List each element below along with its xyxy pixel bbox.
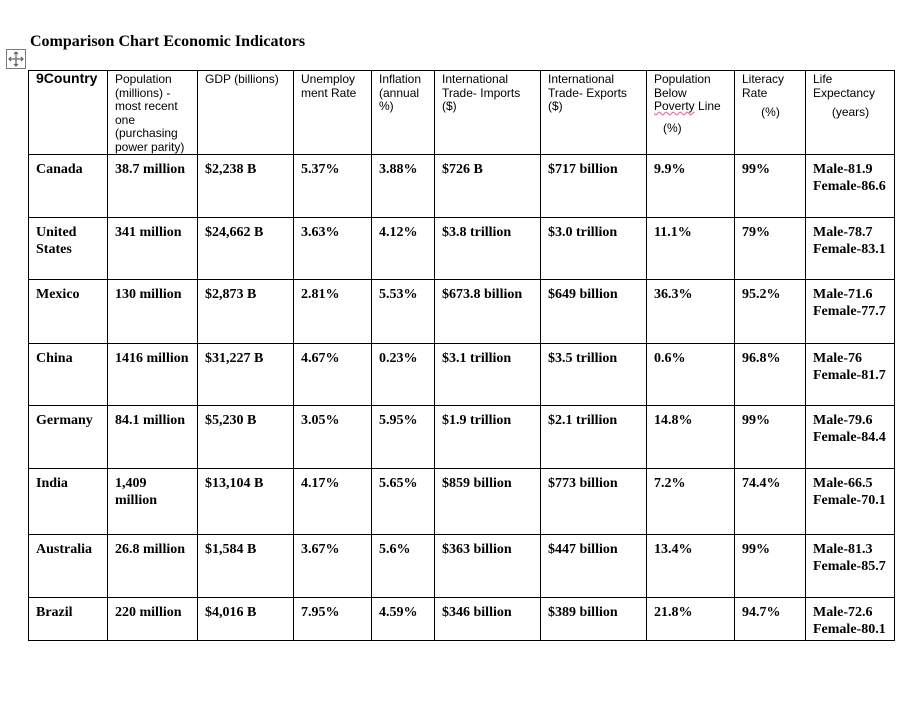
cell-population[interactable]: 130 million bbox=[108, 280, 198, 344]
table-row bbox=[29, 598, 895, 641]
cell-population[interactable]: 1416 million bbox=[108, 344, 198, 406]
cell-life-expectancy[interactable] bbox=[806, 469, 895, 535]
cell-imports[interactable]: $346 billion bbox=[435, 598, 541, 641]
table-row bbox=[29, 155, 895, 218]
cell-unemployment[interactable]: 4.67% bbox=[294, 344, 372, 406]
cell-exports[interactable]: $649 billion bbox=[541, 280, 647, 344]
header-population[interactable]: Population (millions) -most recent one (purchasing power parity) bbox=[108, 71, 198, 155]
cell-life-expectancy[interactable] bbox=[806, 218, 895, 280]
header-gdp[interactable]: GDP (billions) bbox=[198, 71, 294, 155]
cell-exports[interactable]: $447 billion bbox=[541, 535, 647, 598]
cell-exports[interactable]: $717 billion bbox=[541, 155, 647, 218]
table-move-handle[interactable] bbox=[6, 49, 26, 69]
life-female: Female-80.1 bbox=[813, 622, 886, 637]
cell-literacy[interactable]: 95.2% bbox=[735, 280, 806, 344]
cell-literacy[interactable]: 79% bbox=[735, 218, 806, 280]
cell-gdp[interactable]: $1,584 B bbox=[198, 535, 294, 598]
life-male: Male-71.6 bbox=[813, 287, 873, 302]
header-poverty-label-end: Line bbox=[694, 99, 721, 113]
cell-country[interactable]: Brazil bbox=[29, 598, 108, 641]
cell-population[interactable]: 38.7 million bbox=[108, 155, 198, 218]
cell-poverty[interactable]: 11.1% bbox=[647, 218, 735, 280]
life-male: Male-72.6 bbox=[813, 605, 873, 620]
cell-unemployment[interactable]: 5.37% bbox=[294, 155, 372, 218]
cell-poverty[interactable]: 13.4% bbox=[647, 535, 735, 598]
cell-poverty[interactable]: 7.2% bbox=[647, 469, 735, 535]
cell-country[interactable]: Australia bbox=[29, 535, 108, 598]
header-life-unit: (years) bbox=[831, 105, 870, 119]
cell-imports[interactable]: $726 B bbox=[435, 155, 541, 218]
life-female: Female-86.6 bbox=[813, 179, 886, 194]
cell-population[interactable]: 341 million bbox=[108, 218, 198, 280]
life-female: Female-85.7 bbox=[813, 559, 886, 574]
table-row bbox=[29, 469, 895, 535]
life-male: Male-79.6 bbox=[813, 413, 873, 428]
cell-poverty[interactable]: 9.9% bbox=[647, 155, 735, 218]
cell-life-expectancy[interactable] bbox=[806, 344, 895, 406]
header-poverty-unit: (%) bbox=[663, 120, 682, 135]
cell-country[interactable]: Mexico bbox=[29, 280, 108, 344]
table-row bbox=[29, 406, 895, 469]
cell-unemployment[interactable]: 4.17% bbox=[294, 469, 372, 535]
cell-exports[interactable]: $3.0 trillion bbox=[541, 218, 647, 280]
life-male: Male-78.7 bbox=[813, 225, 873, 240]
cell-inflation[interactable]: 5.6% bbox=[372, 535, 435, 598]
cell-population[interactable]: 1,409 million bbox=[108, 469, 198, 535]
cell-inflation[interactable]: 4.59% bbox=[372, 598, 435, 641]
cell-gdp[interactable]: $24,662 B bbox=[198, 218, 294, 280]
life-male: Male-81.9 bbox=[813, 162, 873, 177]
cell-inflation[interactable]: 5.65% bbox=[372, 469, 435, 535]
cell-imports[interactable]: $3.8 trillion bbox=[435, 218, 541, 280]
cell-literacy[interactable]: 99% bbox=[735, 155, 806, 218]
header-poverty-label: Population Below bbox=[654, 72, 711, 100]
header-poverty[interactable] bbox=[647, 71, 735, 155]
cell-poverty[interactable]: 36.3% bbox=[647, 280, 735, 344]
table-row bbox=[29, 280, 895, 344]
cell-inflation[interactable]: 5.95% bbox=[372, 406, 435, 469]
cell-literacy[interactable]: 94.7% bbox=[735, 598, 806, 641]
cell-exports[interactable]: $773 billion bbox=[541, 469, 647, 535]
header-literacy-unit: (%) bbox=[761, 105, 780, 119]
cell-country[interactable]: Germany bbox=[29, 406, 108, 469]
cell-population[interactable]: 220 million bbox=[108, 598, 198, 641]
header-inflation[interactable]: Inflation (annual %) bbox=[372, 71, 435, 155]
economic-indicators-table bbox=[28, 70, 895, 641]
life-male: Male-76 bbox=[813, 351, 862, 366]
cell-inflation[interactable]: 4.12% bbox=[372, 218, 435, 280]
move-handle-icon bbox=[7, 50, 25, 68]
cell-unemployment[interactable]: 3.63% bbox=[294, 218, 372, 280]
header-unemployment[interactable]: Unemploy ment Rate bbox=[294, 71, 372, 155]
cell-inflation[interactable]: 0.23% bbox=[372, 344, 435, 406]
life-female: Female-81.7 bbox=[813, 368, 886, 383]
cell-life-expectancy[interactable] bbox=[806, 406, 895, 469]
table-row bbox=[29, 218, 895, 280]
header-literacy[interactable] bbox=[735, 71, 806, 155]
cell-poverty[interactable]: 14.8% bbox=[647, 406, 735, 469]
cell-literacy[interactable]: 99% bbox=[735, 406, 806, 469]
cell-gdp[interactable]: $2,238 B bbox=[198, 155, 294, 218]
cell-country[interactable]: Canada bbox=[29, 155, 108, 218]
header-row bbox=[29, 71, 895, 155]
cell-literacy[interactable]: 99% bbox=[735, 535, 806, 598]
cell-imports[interactable]: $3.1 trillion bbox=[435, 344, 541, 406]
cell-imports[interactable]: $859 billion bbox=[435, 469, 541, 535]
cell-gdp[interactable]: $5,230 B bbox=[198, 406, 294, 469]
cell-inflation[interactable]: 3.88% bbox=[372, 155, 435, 218]
cell-life-expectancy[interactable] bbox=[806, 280, 895, 344]
life-male: Male-81.3 bbox=[813, 542, 873, 557]
header-literacy-label: Literacy Rate bbox=[742, 72, 785, 100]
spellcheck-word[interactable]: Poverty bbox=[654, 99, 695, 113]
cell-unemployment[interactable]: 2.81% bbox=[294, 280, 372, 344]
cell-imports[interactable]: $363 billion bbox=[435, 535, 541, 598]
cell-poverty[interactable]: 21.8% bbox=[647, 598, 735, 641]
cell-gdp[interactable]: $4,016 B bbox=[198, 598, 294, 641]
cell-imports[interactable]: $1.9 trillion bbox=[435, 406, 541, 469]
header-life-expectancy[interactable] bbox=[806, 71, 895, 155]
header-life-label: Life Expectancy bbox=[813, 72, 876, 100]
cell-gdp[interactable]: $31,227 B bbox=[198, 344, 294, 406]
header-exports[interactable]: International Trade- Exports ($) bbox=[541, 71, 647, 155]
table-row bbox=[29, 535, 895, 598]
cell-unemployment[interactable]: 3.05% bbox=[294, 406, 372, 469]
cell-population[interactable]: 26.8 million bbox=[108, 535, 198, 598]
life-male: Male-66.5 bbox=[813, 476, 873, 491]
cell-life-expectancy[interactable] bbox=[806, 535, 895, 598]
cell-life-expectancy[interactable] bbox=[806, 598, 895, 641]
document-title: Comparison Chart Economic Indicators bbox=[30, 33, 306, 50]
table-row bbox=[29, 344, 895, 406]
cell-country[interactable]: India bbox=[29, 469, 108, 535]
cell-exports[interactable]: $389 billion bbox=[541, 598, 647, 641]
cell-literacy[interactable]: 96.8% bbox=[735, 344, 806, 406]
cell-imports[interactable]: $673.8 billion bbox=[435, 280, 541, 344]
cell-poverty[interactable]: 0.6% bbox=[647, 344, 735, 406]
life-female: Female-70.1 bbox=[813, 493, 886, 508]
cell-unemployment[interactable]: 3.67% bbox=[294, 535, 372, 598]
cell-exports[interactable]: $2.1 trillion bbox=[541, 406, 647, 469]
header-country[interactable] bbox=[29, 71, 108, 155]
cell-literacy[interactable]: 74.4% bbox=[735, 469, 806, 535]
header-country-label: Country bbox=[43, 70, 98, 86]
cell-inflation[interactable]: 5.53% bbox=[372, 280, 435, 344]
cell-life-expectancy[interactable] bbox=[806, 155, 895, 218]
life-female: Female-84.4 bbox=[813, 430, 886, 445]
cell-country[interactable]: United States bbox=[29, 218, 108, 280]
cell-gdp[interactable]: $2,873 B bbox=[198, 280, 294, 344]
life-female: Female-77.7 bbox=[813, 304, 886, 319]
cell-unemployment[interactable]: 7.95% bbox=[294, 598, 372, 641]
header-marker: 9 bbox=[36, 70, 44, 86]
header-imports[interactable]: International Trade- Imports ($) bbox=[435, 71, 541, 155]
cell-country[interactable]: China bbox=[29, 344, 108, 406]
cell-gdp[interactable]: $13,104 B bbox=[198, 469, 294, 535]
cell-exports[interactable]: $3.5 trillion bbox=[541, 344, 647, 406]
cell-population[interactable]: 84.1 million bbox=[108, 406, 198, 469]
life-female: Female-83.1 bbox=[813, 242, 886, 257]
